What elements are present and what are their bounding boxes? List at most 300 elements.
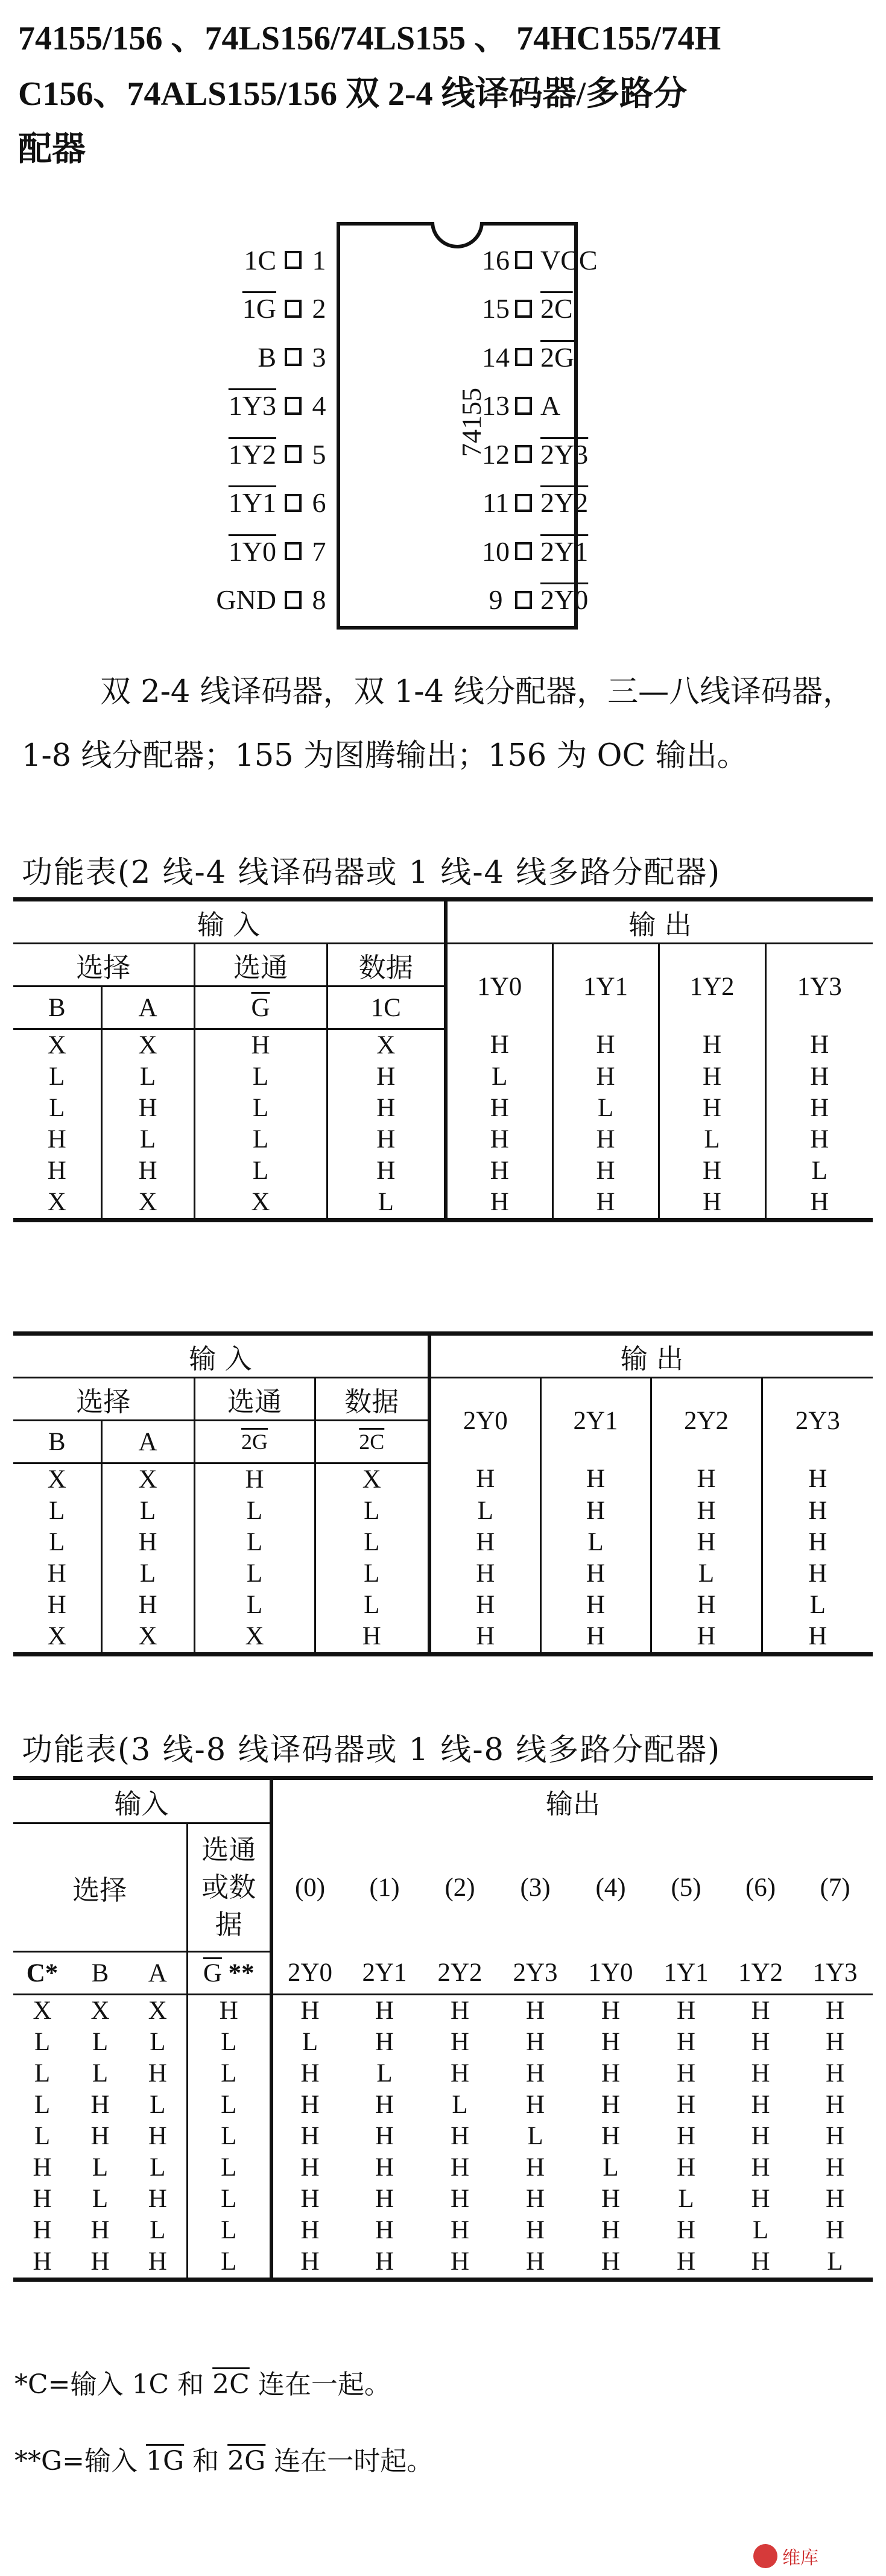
table-cell: H — [446, 1093, 552, 1124]
out-index: (5) — [671, 1873, 701, 1902]
out-index: (2) — [445, 1873, 475, 1902]
pin-box — [515, 494, 532, 512]
table-cell: H — [751, 2028, 770, 2056]
out-index: (3) — [520, 1873, 551, 1902]
table-cell: X — [327, 1029, 446, 1062]
pin-number: 10 — [482, 535, 510, 567]
function-table-1 — [13, 897, 873, 1222]
out-col-header: 2Y2 — [422, 1952, 498, 1995]
table-cell: H — [450, 1997, 470, 2025]
table-cell: H — [129, 2183, 187, 2215]
table-cell: H — [825, 2028, 845, 2056]
table-row — [13, 1995, 873, 2027]
table-row — [13, 2027, 873, 2058]
select-header: 选择 — [13, 1378, 194, 1421]
table-cell: H — [651, 1527, 762, 1558]
footnote-1: *C=输入 1C 和 2C 连在一起。 — [14, 2369, 391, 2400]
table-cell: L — [194, 1558, 315, 1589]
table-row — [13, 2089, 873, 2121]
pin-box — [515, 445, 532, 463]
table-cell: L — [13, 1093, 101, 1124]
col-a-header: A — [129, 1952, 187, 1995]
table-cell: X — [90, 1997, 110, 2025]
table-cell: H — [327, 1124, 446, 1155]
pin-number: 9 — [489, 584, 503, 615]
pin-number: 14 — [482, 341, 510, 373]
table-cell: H — [33, 2153, 52, 2182]
table-cell: X — [13, 1187, 101, 1220]
table-cell: L — [446, 1061, 552, 1093]
table-cell: L — [376, 2059, 393, 2088]
table-cell: X — [129, 1995, 187, 2027]
table-row — [13, 1495, 873, 1527]
table-cell: L — [651, 1558, 762, 1589]
out-col-header: 2Y3 — [498, 1952, 573, 1995]
table-cell: H — [540, 1558, 651, 1589]
pin-left — [220, 439, 337, 469]
table-cell: L — [101, 1124, 194, 1155]
table-cell: H — [300, 2185, 320, 2213]
table-cell: H — [327, 1093, 446, 1124]
pin-box — [515, 348, 532, 366]
pin-name: 2Y2 — [540, 487, 589, 518]
pin-box — [515, 251, 532, 269]
table-cell: L — [809, 1591, 826, 1619]
table-cell: H — [300, 2122, 320, 2150]
table-cell: L — [187, 2121, 271, 2152]
pin-box — [285, 542, 302, 560]
table-cell: H — [498, 2246, 573, 2280]
table-cell: L — [315, 1495, 429, 1527]
table-cell: H — [300, 2091, 320, 2119]
title-line-1: 74155/156 、74LS156/74LS155 、 74HC155/74H — [18, 20, 721, 57]
table-cell: H — [327, 1061, 446, 1093]
table-cell: H — [810, 1125, 829, 1154]
col-c-header: 1C — [327, 987, 446, 1029]
table-row — [13, 1527, 873, 1558]
table-cell: H — [525, 2091, 545, 2119]
table-cell: L — [194, 1589, 315, 1621]
table-cell: H — [375, 2091, 394, 2119]
pin-number: 16 — [482, 244, 510, 276]
table-cell: H — [659, 1029, 765, 1062]
pin-number: 7 — [312, 535, 326, 567]
pin-left — [220, 488, 337, 518]
table-row — [13, 1093, 873, 1124]
table-cell: H — [540, 1589, 651, 1621]
table-cell: L — [187, 2246, 271, 2280]
pin-box — [285, 494, 302, 512]
table-cell: L — [527, 2122, 543, 2150]
table-cell: H — [751, 2122, 770, 2150]
pin-right — [476, 294, 581, 324]
table-cell: X — [101, 1621, 194, 1655]
col-g-header: 2G — [194, 1421, 315, 1463]
pin-name: VCC — [540, 244, 598, 276]
table-cell: H — [525, 2153, 545, 2182]
table-cell: H — [194, 1463, 315, 1496]
out-col-header: 1Y3 — [797, 972, 842, 1001]
table-cell: H — [676, 2216, 696, 2244]
out-col-header: 1Y0 — [573, 1952, 648, 1995]
out-col-header: 2Y1 — [347, 1952, 422, 1995]
table-cell: H — [808, 1497, 827, 1525]
table-cell: H — [129, 2246, 187, 2280]
table-cell: L — [101, 1495, 194, 1527]
table-cell: L — [194, 1527, 315, 1558]
table-cell: H — [601, 2028, 621, 2056]
table-cell: H — [676, 2153, 696, 2182]
table-cell: H — [724, 2246, 797, 2280]
table-row — [13, 1621, 873, 1655]
table-cell: H — [71, 2246, 129, 2280]
table-cell: L — [34, 2059, 51, 2088]
table-cell: L — [34, 2122, 51, 2150]
table-cell: H — [676, 2122, 696, 2150]
table-cell: H — [375, 2185, 394, 2213]
table-cell: H — [601, 2216, 621, 2244]
table-cell: X — [101, 1187, 194, 1220]
pin-name: 2G — [540, 341, 575, 373]
table-cell: H — [450, 2059, 470, 2088]
table-cell: X — [13, 1621, 101, 1655]
strobe-header: 选通 — [194, 1378, 315, 1421]
out-col-header: 1Y2 — [724, 1952, 797, 1995]
table-cell: L — [101, 1061, 194, 1093]
table-cell: H — [375, 1997, 394, 2025]
table-cell: H — [676, 2028, 696, 2056]
select-header: 选择 — [13, 1823, 187, 1952]
table-cell: H — [300, 2216, 320, 2244]
col-g-header: $\overline{G}$ ** — [187, 1952, 271, 1995]
table-cell: H — [300, 1997, 320, 2025]
table-cell: H — [450, 2185, 470, 2213]
table-cell: H — [90, 2122, 110, 2150]
table-cell: H — [751, 2185, 770, 2213]
table-cell: H — [450, 2153, 470, 2182]
table-cell: H — [129, 2121, 187, 2152]
table-cell: H — [601, 2091, 621, 2119]
table-cell: H — [13, 1155, 101, 1187]
col-a-header: A — [101, 987, 194, 1029]
table-cell: L — [13, 1061, 101, 1093]
logo-icon — [753, 2544, 777, 2568]
table-cell: L — [659, 1124, 765, 1155]
pin-name: 1G — [242, 293, 276, 324]
function-table-3 — [13, 1776, 873, 2282]
pin-box — [285, 251, 302, 269]
table-cell: L — [429, 1495, 540, 1527]
table-cell: H — [825, 2059, 845, 2088]
table-row — [13, 2152, 873, 2183]
pin-left — [235, 245, 337, 275]
table-cell: H — [659, 1093, 765, 1124]
pin-box — [515, 542, 532, 560]
pin-right — [476, 391, 569, 421]
pin-name: GND — [216, 584, 276, 615]
table-cell: H — [429, 1621, 540, 1655]
table-cell: H — [429, 1558, 540, 1589]
pin-number: 11 — [482, 487, 510, 518]
out-index: (4) — [595, 1873, 626, 1902]
table-cell: L — [13, 1527, 101, 1558]
pin-number: 13 — [482, 390, 510, 421]
table-cell: X — [13, 1029, 101, 1062]
table-row — [13, 1124, 873, 1155]
out-col-header: 2Y0 — [271, 1952, 347, 1995]
table-cell: H — [300, 2059, 320, 2088]
table-cell: H — [90, 2216, 110, 2244]
table-cell: H — [347, 2246, 422, 2280]
table-cell: H — [651, 1621, 762, 1655]
table-cell: H — [315, 1621, 429, 1655]
table-cell: L — [187, 2183, 271, 2215]
table-cell: H — [808, 1465, 827, 1494]
table-row — [13, 2215, 873, 2246]
table-cell: X — [33, 1997, 52, 2025]
table-cell: L — [752, 2216, 769, 2244]
pin-name: 1Y1 — [228, 487, 276, 518]
table-cell: H — [825, 2216, 845, 2244]
description-paragraph: 双 2-4 线译码器，双 1-4 线分配器，三—八线译码器，1-8 线分配器；155 为图腾输出；156 为 OC 输出。 — [22, 674, 854, 774]
table-cell: H — [327, 1155, 446, 1187]
table-cell: H — [33, 2185, 52, 2213]
col-b-header: B — [13, 1421, 101, 1463]
table-cell: H — [429, 1463, 540, 1496]
select-header: 选择 — [13, 944, 194, 987]
table-cell: L — [194, 1061, 327, 1093]
table-row — [13, 1558, 873, 1589]
data-header: 数据 — [327, 944, 446, 987]
table-cell: H — [808, 1528, 827, 1556]
table-cell: L — [129, 2152, 187, 2183]
table-cell: H — [422, 2246, 498, 2280]
table-row — [13, 1463, 873, 1496]
pin-left — [234, 294, 337, 324]
pin-name: A — [540, 390, 561, 421]
table-cell: H — [659, 1155, 765, 1187]
col-a-header: A — [101, 1421, 194, 1463]
table-cell: H — [552, 1124, 659, 1155]
site-watermark — [753, 2542, 874, 2571]
col-c-header: 2C — [315, 1421, 429, 1463]
pin-left — [249, 342, 337, 372]
pin-number: 15 — [482, 293, 510, 324]
table-cell: L — [92, 2185, 109, 2213]
table-cell: H — [651, 1463, 762, 1496]
table-row — [13, 1061, 873, 1093]
pin-right — [476, 342, 583, 372]
table-cell: L — [315, 1527, 429, 1558]
table-cell: L — [92, 2028, 109, 2056]
table-cell: L — [797, 2246, 873, 2280]
table-cell: H — [651, 1589, 762, 1621]
pin-name: 2Y0 — [540, 584, 589, 615]
table-cell: H — [450, 2028, 470, 2056]
pin-number: 4 — [312, 390, 326, 421]
table-cell: H — [659, 1187, 765, 1220]
table-cell: L — [34, 2028, 51, 2056]
inputs-header: 输 入 — [13, 900, 446, 944]
table-cell: L — [315, 1558, 429, 1589]
ic-notch — [431, 222, 484, 248]
outputs-header: 输出 — [271, 1778, 873, 1823]
table-cell: H — [375, 2122, 394, 2150]
pin-name: 1Y0 — [228, 535, 276, 567]
table-cell: H — [271, 2246, 347, 2280]
pin-right — [476, 585, 596, 615]
pin-box — [285, 348, 302, 366]
table-cell: H — [825, 2185, 845, 2213]
table-cell: H — [450, 2122, 470, 2150]
table-row — [13, 1155, 873, 1187]
col-b-header: B — [71, 1952, 129, 1995]
table-cell: H — [540, 1495, 651, 1527]
pin-name: B — [258, 341, 276, 373]
table-cell: L — [187, 2089, 271, 2121]
table-row — [13, 2183, 873, 2215]
table-cell: H — [429, 1527, 540, 1558]
out-index: (6) — [745, 1873, 776, 1902]
table-cell: H — [90, 2091, 110, 2119]
table-cell: X — [101, 1463, 194, 1496]
table-cell: H — [194, 1029, 327, 1062]
table-cell: X — [315, 1463, 429, 1496]
table-cell: H — [101, 1527, 194, 1558]
table-row — [13, 1589, 873, 1621]
table-cell: H — [810, 1031, 829, 1059]
table1-caption: 功能表(2 线-4 线译码器或 1 线-4 线多路分配器) — [22, 855, 721, 891]
table-cell: L — [315, 1589, 429, 1621]
table-row — [13, 2246, 873, 2280]
table-cell: H — [101, 1155, 194, 1187]
table-cell: X — [13, 1463, 101, 1496]
table-cell: H — [676, 2059, 696, 2088]
pin-name: 2C — [540, 293, 573, 324]
table-cell: H — [751, 2153, 770, 2182]
table-cell: H — [187, 1995, 271, 2027]
footnote-2: **G=输入 1G 和 2G 连在一时起。 — [14, 2446, 434, 2477]
pin-number: 8 — [312, 584, 326, 615]
pin-number: 2 — [312, 293, 326, 324]
table-cell: L — [194, 1155, 327, 1187]
table-cell: H — [648, 2246, 724, 2280]
pin-name: 1Y3 — [228, 390, 276, 421]
table-cell: H — [540, 1621, 651, 1655]
table-cell: L — [194, 1124, 327, 1155]
table-cell: H — [525, 2216, 545, 2244]
strobe-data-header: 选通 或数 据 — [187, 1823, 271, 1952]
out-index: (1) — [369, 1873, 400, 1902]
table-cell: L — [678, 2185, 694, 2213]
ic-part-label: 74155 — [456, 388, 487, 457]
table-cell: L — [92, 2153, 109, 2182]
table-cell: H — [825, 2091, 845, 2119]
table-cell: H — [33, 2216, 52, 2244]
table-cell: H — [825, 1997, 845, 2025]
table-cell: L — [194, 1495, 315, 1527]
table-cell: H — [300, 2153, 320, 2182]
table-cell: H — [552, 1155, 659, 1187]
table-cell: L — [452, 2091, 468, 2119]
function-table-2 — [13, 1331, 873, 1656]
table-cell: L — [552, 1093, 659, 1124]
out-col-header: 1Y3 — [797, 1952, 873, 1995]
pin-number: 3 — [312, 341, 326, 373]
out-col-header: 1Y2 — [659, 944, 765, 1029]
table-row — [13, 1029, 873, 1062]
table-cell: L — [129, 2027, 187, 2058]
table-cell: L — [327, 1187, 446, 1220]
out-col-header: 1Y1 — [552, 944, 659, 1029]
col-b-header: B — [13, 987, 101, 1029]
table-cell: H — [13, 2246, 71, 2280]
table-cell: H — [552, 1029, 659, 1062]
table-cell: H — [676, 2091, 696, 2119]
table-cell: L — [187, 2058, 271, 2089]
out-col-header: 1Y0 — [446, 944, 552, 1029]
out-col-header: 2Y3 — [795, 1406, 840, 1435]
table-cell: H — [525, 2028, 545, 2056]
table-cell: L — [540, 1527, 651, 1558]
table-cell: L — [92, 2059, 109, 2088]
inputs-header: 输入 — [13, 1778, 271, 1823]
pin-right — [476, 488, 596, 518]
table-cell: H — [552, 1061, 659, 1093]
strobe-header: 选通 — [194, 944, 327, 987]
page-title — [18, 11, 875, 177]
out-col-header: 2Y2 — [651, 1378, 762, 1463]
outputs-header: 输 出 — [429, 1334, 873, 1378]
table-cell: H — [429, 1589, 540, 1621]
table-cell: H — [552, 1187, 659, 1220]
table-cell: H — [13, 1558, 101, 1589]
pin-box — [285, 445, 302, 463]
table-cell: H — [659, 1061, 765, 1093]
table-cell: L — [811, 1157, 827, 1185]
table-cell: H — [446, 1155, 552, 1187]
table-row — [13, 2121, 873, 2152]
out-col-header: 2Y1 — [540, 1378, 651, 1463]
table-cell: H — [573, 2246, 648, 2280]
table-cell: H — [825, 2153, 845, 2182]
table-cell: L — [129, 2089, 187, 2121]
pin-right — [476, 536, 596, 566]
table-cell: L — [34, 2091, 51, 2119]
table-cell: H — [765, 1187, 873, 1220]
table-cell: H — [525, 2059, 545, 2088]
out-col-header: 2Y0 — [429, 1378, 540, 1463]
table-cell: H — [540, 1463, 651, 1496]
table-cell: H — [101, 1093, 194, 1124]
pin-name: 2Y3 — [540, 438, 589, 470]
table-cell: H — [601, 1997, 621, 2025]
table-cell: H — [810, 1062, 829, 1091]
table-cell: L — [13, 1495, 101, 1527]
table-cell: H — [101, 1589, 194, 1621]
out-index: (7) — [820, 1873, 850, 1902]
table-cell: H — [525, 1997, 545, 2025]
table-cell: H — [13, 1124, 101, 1155]
pin-right — [476, 439, 596, 469]
table-cell: X — [194, 1187, 327, 1220]
table-cell: H — [525, 2185, 545, 2213]
table3-caption: 功能表(3 线-8 线译码器或 1 线-8 线多路分配器) — [22, 1732, 721, 1768]
table-cell: L — [302, 2028, 318, 2056]
col-g-header: $\overline{G}$ — [194, 987, 327, 1029]
pin-name: 1C — [244, 244, 276, 276]
table-cell: H — [450, 2216, 470, 2244]
